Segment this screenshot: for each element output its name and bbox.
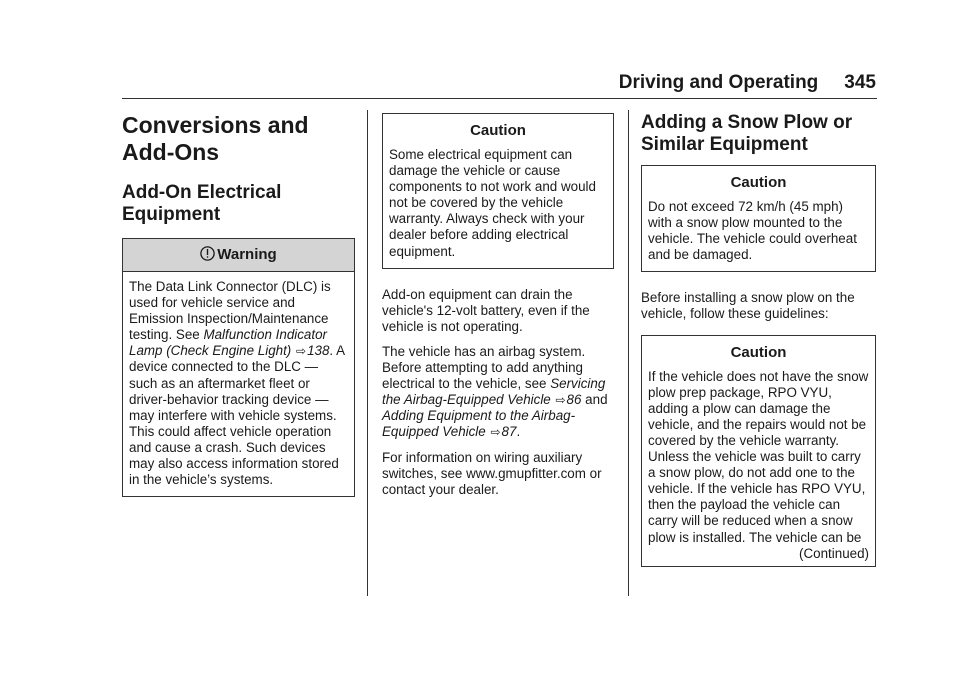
warning-title-text: Warning bbox=[217, 246, 277, 263]
column-1 bbox=[122, 108, 355, 497]
section-heading-line-1: Conversions and bbox=[122, 112, 309, 138]
page-ref-arrow-icon: ⇨ bbox=[555, 393, 566, 408]
page-ref-arrow-icon: ⇨ bbox=[296, 344, 307, 359]
subsection-heading bbox=[122, 182, 355, 226]
airbag-text: The vehicle has an airbag system. Before attempting to add anything electrical to the vehicle, see bbox=[382, 343, 586, 392]
guidelines-paragraph: Before installing a snow plow on the vehicle, follow these guidelines: bbox=[641, 290, 855, 322]
caution-text bbox=[642, 369, 875, 566]
running-header bbox=[600, 72, 876, 96]
caution-text: Do not exceed 72 km/h (45 mph) with a snow plow mounted to the vehicle. The vehicle could overheat and be damaged. bbox=[648, 199, 857, 263]
section-heading bbox=[122, 112, 355, 166]
caution-box-speed bbox=[641, 165, 876, 272]
warning-text-part-1: The Data Link Connector (DLC) is used for vehicle service and Emission Inspection/Maintenance testing. See bbox=[129, 279, 331, 343]
column-divider-1 bbox=[367, 110, 368, 596]
caution-box-prep-package bbox=[641, 335, 876, 567]
caution-text-body: If the vehicle does not have the snow plow prep package, RPO VYU, adding a plow can damage the vehicle, and the repairs would not be covered by the vehicle warranty. Unless the vehicle was built to carry a snow plow, do not add one to the vehicle. If the vehicle has RPO VYU, then the payload the vehicle can carry will be reduced when a snow plow is installed. The vehicle can be bbox=[648, 368, 869, 545]
malfunction-indicator-lamp-link[interactable]: Malfunction Indicator Lamp (Check Engine Light) bbox=[129, 327, 328, 359]
warning-icon bbox=[200, 246, 215, 261]
page-ref-arrow-icon: ⇨ bbox=[490, 425, 501, 440]
header-rule bbox=[122, 98, 877, 99]
battery-drain-paragraph: Add-on equipment can drain the vehicle's 12-volt battery, even if the vehicle is not operating. bbox=[382, 286, 590, 334]
subsection-heading-line-1: Add-On Electrical bbox=[122, 182, 282, 203]
snow-plow-heading-line-1: Adding a Snow Plow or bbox=[641, 112, 853, 133]
adding-equipment-airbag-link[interactable]: Adding Equipment to the Airbag-Equipped Vehicle bbox=[382, 408, 576, 440]
caution-title: Caution bbox=[730, 343, 787, 361]
warning-text-part-2: . A device connected to the DLC — such as an aftermarket fleet or driver-behavior tracking device — may interfere with vehicle systems. This could affect vehicle operation and cause a crash. Such devices may also access information stored in the vehicle’s systems. bbox=[129, 343, 345, 488]
period: . bbox=[516, 424, 521, 440]
warning-box bbox=[122, 238, 355, 497]
page-number: 345 bbox=[844, 72, 876, 93]
page-ref-86[interactable]: 86 bbox=[566, 392, 582, 408]
subsection-heading-line-2: Equipment bbox=[122, 204, 221, 225]
section-heading-line-2: Add-Ons bbox=[122, 139, 220, 165]
and-text: and bbox=[581, 392, 608, 408]
caution-text: Some electrical equipment can damage the vehicle or cause components to not work and would not be covered by the vehicle warranty. Always check with your dealer before adding electrical equipment. bbox=[389, 147, 596, 259]
column-divider-2 bbox=[628, 110, 629, 596]
section-title: Driving and Operating bbox=[618, 72, 819, 93]
servicing-airbag-link[interactable]: Servicing the Airbag-Equipped Vehicle bbox=[382, 376, 606, 408]
caution-title: Caution bbox=[730, 174, 787, 191]
page-ref-87[interactable]: 87 bbox=[501, 424, 517, 440]
snow-plow-heading bbox=[641, 112, 876, 156]
caution-title: Caution bbox=[470, 122, 526, 139]
continued-label: (Continued) bbox=[799, 545, 869, 561]
caution-box-electrical bbox=[382, 113, 614, 269]
column-3 bbox=[641, 108, 876, 567]
column-2 bbox=[382, 113, 614, 498]
wiring-info-paragraph: For information on wiring auxiliary switches, see www.gmupfitter.com or contact your dealer. bbox=[382, 449, 602, 497]
airbag-paragraph bbox=[382, 344, 614, 441]
warning-text bbox=[123, 272, 354, 496]
snow-plow-heading-line-2: Similar Equipment bbox=[641, 134, 808, 155]
warning-box-title bbox=[123, 239, 354, 272]
page-ref-138[interactable]: 138 bbox=[307, 343, 330, 359]
